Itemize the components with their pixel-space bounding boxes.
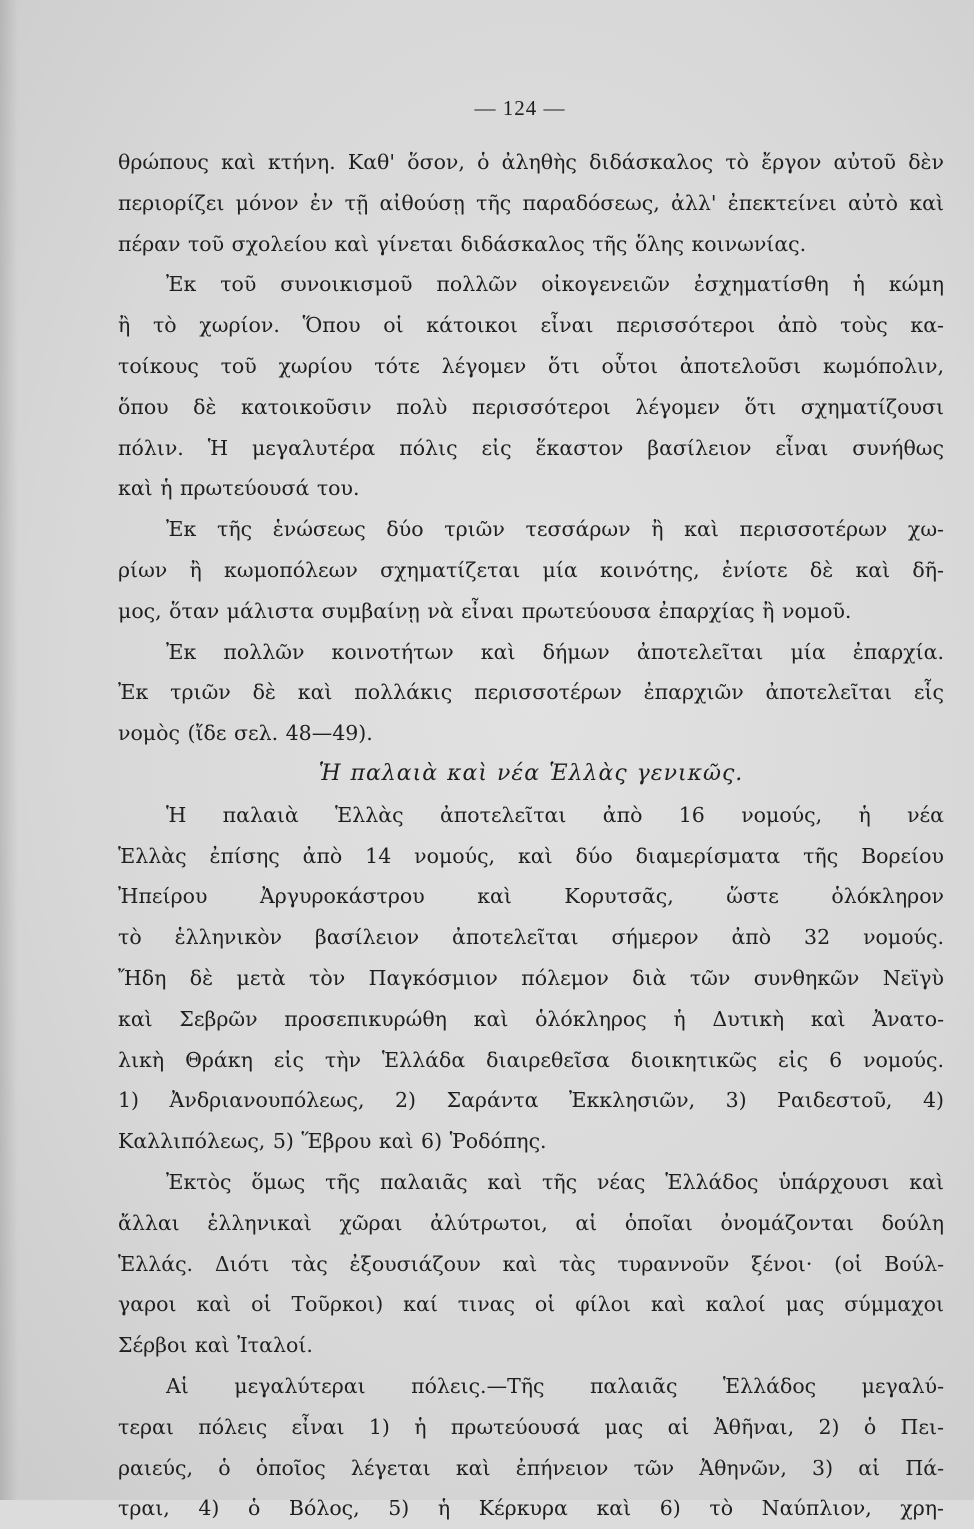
text-line: 1) Ἀνδριανουπόλεως, 2) Σαράντα Ἐκκλησιῶν, 3) Ραιδεστοῦ, 4) (118, 1088, 944, 1113)
text-line: Ἐκ τοῦ συνοικισμοῦ πολλῶν οἰκογενειῶν ἐσχηματίσθη ἡ κώμη (166, 272, 944, 297)
text-line: καὶ ἡ πρωτεύουσά του. (118, 476, 360, 501)
page-number: — 124 — (474, 96, 566, 120)
text-line: Αἱ μεγαλύτεραι πόλεις.—Τῆς παλαιᾶς Ἑλλάδος μεγαλύ- (166, 1373, 944, 1398)
text-line: λικὴ Θράκη εἰς τὴν Ἑλλάδα διαιρεθεῖσα διοικητικῶς εἰς 6 νομούς. (118, 1047, 944, 1072)
text-line: μος, ὅταν μάλιστα συμβαίνῃ νὰ εἶναι πρωτεύουσα ἐπαρχίας ἢ νομοῦ. (118, 598, 852, 623)
text-line: Ἠπείρου Ἀργυροκάστρου καὶ Κορυτσᾶς, ὥστε ὁλόκληρον (118, 884, 944, 909)
text-line: Καλλιπόλεως, 5) Ἕβρου καὶ 6) Ῥοδόπης. (118, 1129, 547, 1154)
text-line: ἢ τὸ χωρίον. Ὅπου οἱ κάτοικοι εἶναι περισσότεροι ἀπὸ τοὺς κα- (118, 313, 944, 338)
text-line: Ἐκτὸς ὅμως τῆς παλαιᾶς καὶ τῆς νέας Ἑλλάδος ὑπάρχουσι καὶ (166, 1169, 944, 1194)
text-line: νομὸς (ἴδε σελ. 48—49). (118, 721, 373, 746)
section-heading: Ἡ παλαιὰ καὶ νέα Ἑλλὰς γενικῶς. (318, 760, 744, 786)
text-line: Ἐκ τριῶν δὲ καὶ πολλάκις περισσοτέρων ἐπαρχιῶν ἀποτελεῖται εἷς (118, 680, 944, 705)
text-line: ἄλλαι ἑλληνικαὶ χῶραι ἀλύτρωτοι, αἱ ὁποῖαι ὀνομάζονται δούλη (118, 1210, 944, 1235)
text-line: Ἤδη δὲ μετὰ τὸν Παγκόσμιον πόλεμον διὰ τῶν συνθηκῶν Νεϊγὺ (118, 965, 944, 990)
text-line: καὶ Σεβρῶν προσεπικυρώθη καὶ ὁλόκληρος ἡ Δυτικὴ καὶ Ἀνατο- (118, 1006, 944, 1031)
text-line: ραιεύς, ὁ ὁποῖος λέγεται καὶ ἐπήνειον τῶν Ἀθηνῶν, 3) αἱ Πά- (118, 1455, 944, 1480)
text-line: πέραν τοῦ σχολείου καὶ γίνεται διδάσκαλος τῆς ὅλης κοινωνίας. (118, 231, 807, 256)
text-line: Ἑλλάς. Διότι τὰς ἐξουσιάζουν καὶ τὰς τυραννοῦν ξένοι· (οἱ Βούλ- (118, 1251, 944, 1276)
text-line: γαροι καὶ οἱ Τοῦρκοι) καί τινας οἱ φίλοι καὶ καλοί μας σύμμαχοι (118, 1292, 944, 1317)
text-line: Ἐκ τῆς ἑνώσεως δύο τριῶν τεσσάρων ἢ καὶ περισσοτέρων χω- (166, 517, 944, 542)
text-line: Ἐκ πολλῶν κοινοτήτων καὶ δήμων ἀποτελεῖται μία ἐπαρχία. (166, 639, 944, 664)
text-line: ὅπου δὲ κατοικοῦσιν πολὺ περισσότεροι λέγομεν ὅτι σχηματίζουσι (118, 394, 944, 419)
text-line: θρώπους καὶ κτήνη. Καθ' ὅσον, ὁ ἀληθὴς διδάσκαλος τὸ ἔργον αὐτοῦ δὲν (118, 150, 944, 174)
body-text (118, 142, 944, 1529)
text-line: πόλιν. Ἡ μεγαλυτέρα πόλις εἰς ἕκαστον βασίλειον εἶναι συνήθως (118, 435, 944, 460)
text-line: περιορίζει μόνον ἐν τῇ αἰθούσῃ τῆς παραδόσεως, ἀλλ' ἐπεκτείνει αὐτὸ καὶ (118, 190, 944, 215)
text-line: τεραι πόλεις εἶναι 1) ἡ πρωτεύουσά μας αἱ Ἀθῆναι, 2) ὁ Πει- (118, 1414, 944, 1439)
text-line: ρίων ἢ κωμοπόλεων σχηματίζεται μία κοινότης, ἐνίοτε δὲ καὶ δῆ- (118, 557, 944, 582)
text-line: τραι, 4) ὁ Βόλος, 5) ἡ Κέρκυρα καὶ 6) τὸ Ναύπλιον, χρη- (118, 1496, 944, 1521)
text-line: τοίκους τοῦ χωρίου τότε λέγομεν ὅτι οὗτοι ἀποτελοῦσι κωμόπολιν, (118, 353, 944, 378)
text-line: τὸ ἑλληνικὸν βασίλειον ἀποτελεῖται σήμερον ἀπὸ 32 νομούς. (118, 925, 944, 950)
text-line: Σέρβοι καὶ Ἰταλοί. (118, 1333, 313, 1358)
text-line: Ἡ παλαιὰ Ἑλλὰς ἀποτελεῖται ἀπὸ 16 νομούς, ἡ νέα (166, 802, 944, 827)
text-line: Ἑλλὰς ἐπίσης ἀπὸ 14 νομούς, καὶ δύο διαμερίσματα τῆς Βορείου (118, 843, 944, 868)
page-shadow (0, 0, 18, 1500)
